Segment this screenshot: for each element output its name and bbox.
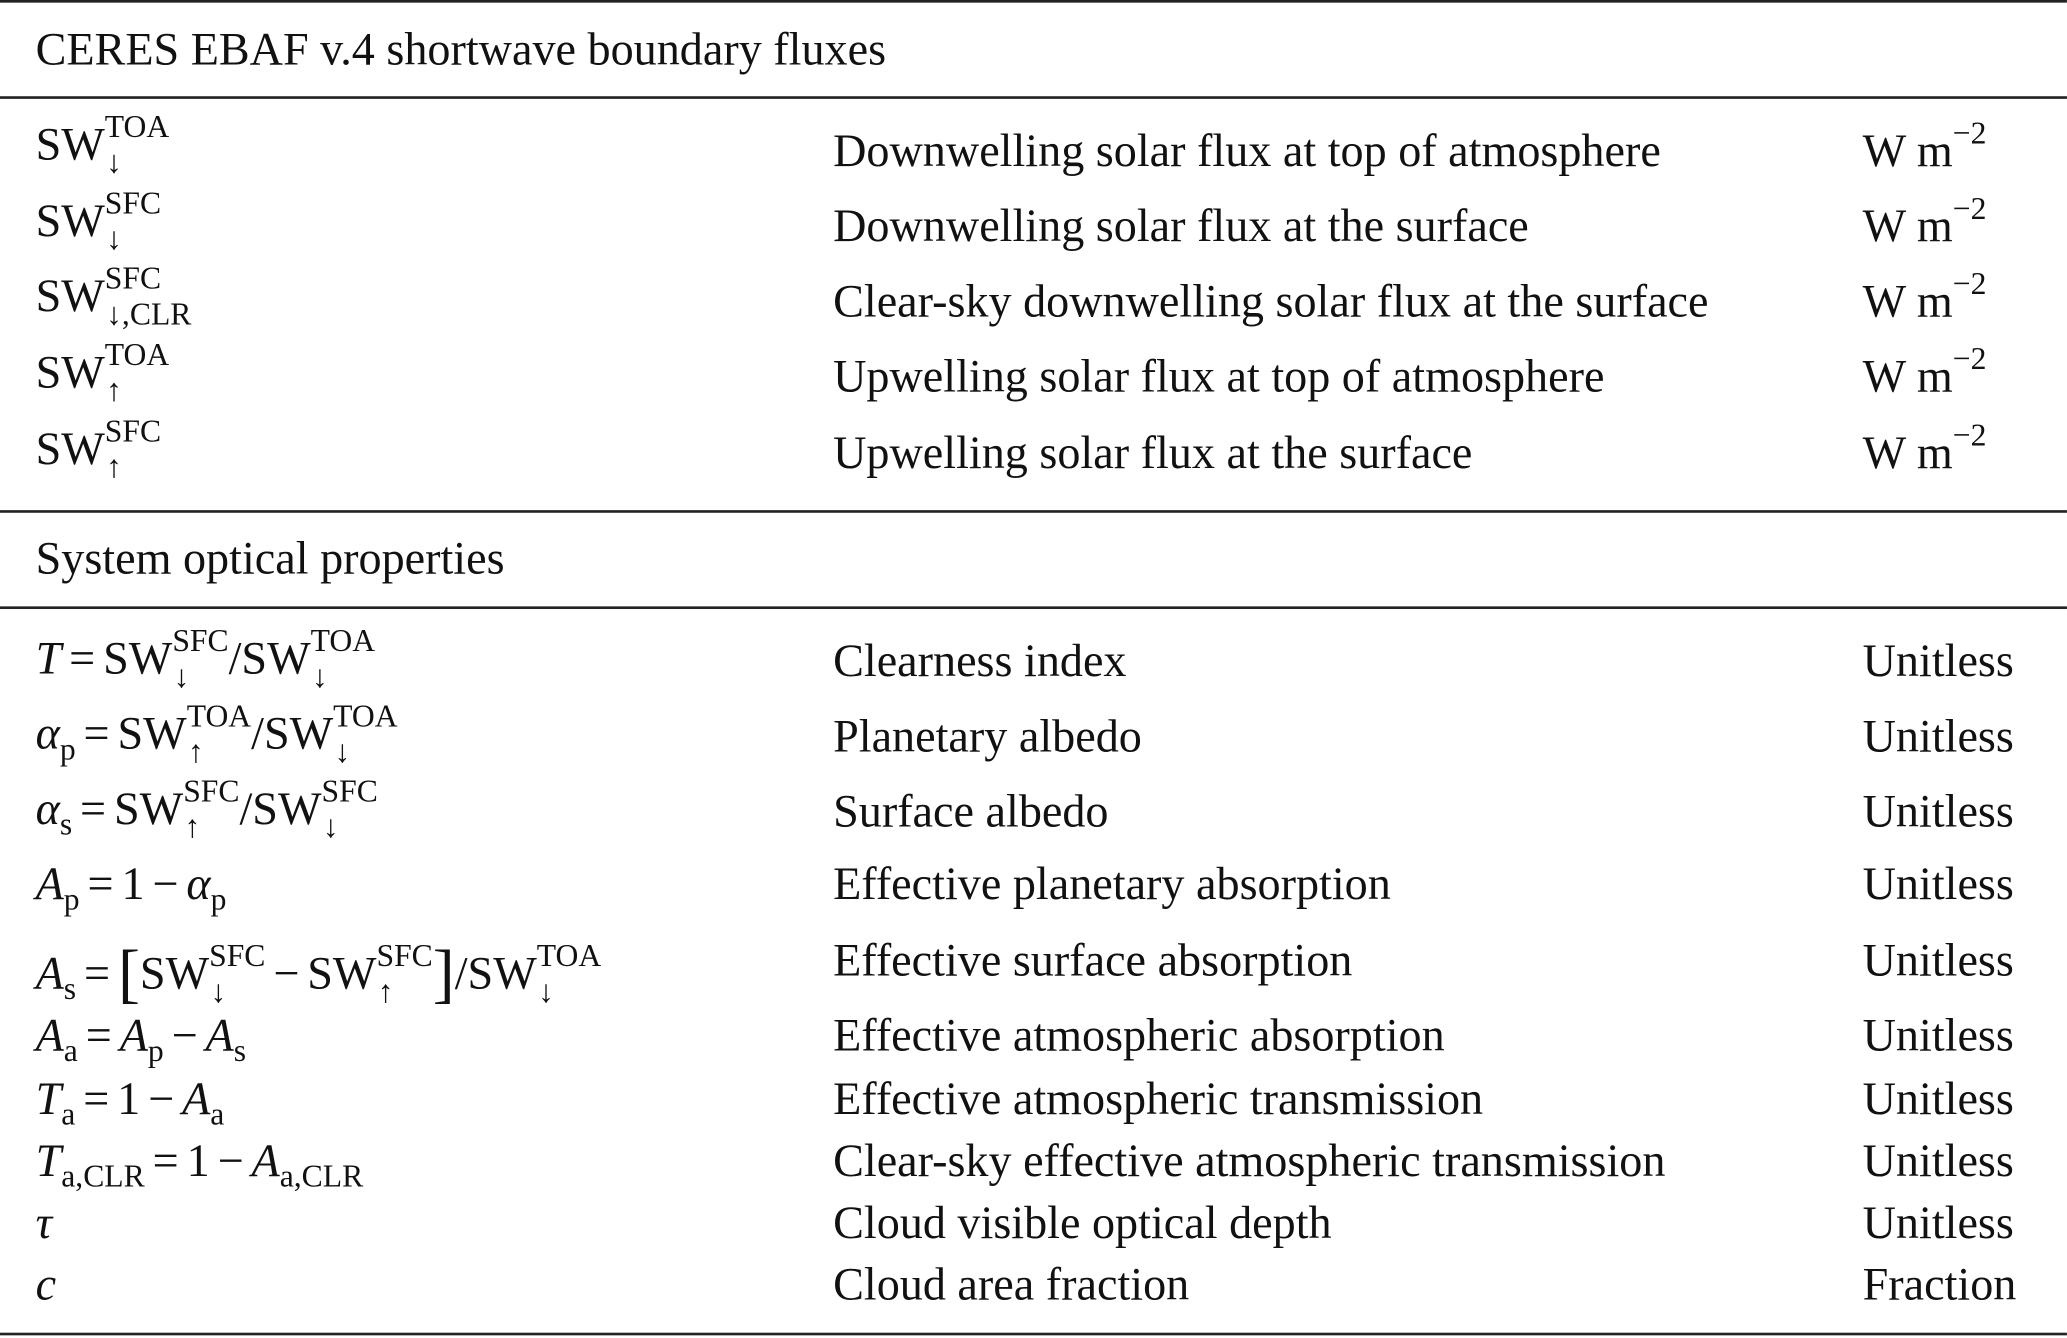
up-arrow-icon: ↑ bbox=[184, 810, 201, 845]
symbol-cell: $A_p = 1 - \alpha_p$ bbox=[35, 858, 227, 918]
unit-cell: Unitless bbox=[1862, 785, 2014, 838]
description-cell: Effective atmospheric absorption bbox=[833, 1009, 1445, 1062]
down-arrow-icon: ↓ bbox=[311, 660, 328, 695]
down-arrow-icon: ↓ bbox=[322, 810, 339, 845]
unit-cell: W $m^{-2}$ bbox=[1862, 342, 1987, 403]
up-arrow-icon: ↑ bbox=[106, 374, 122, 409]
up-arrow-icon: ↑ bbox=[377, 975, 394, 1010]
description-cell: Clear-sky effective atmospheric transmission bbox=[833, 1134, 1666, 1187]
description-cell: Upwelling solar flux at top of atmosphere bbox=[833, 350, 1605, 403]
description-cell: Downwelling solar flux at top of atmosphere bbox=[833, 125, 1661, 177]
table-bottom-rule bbox=[0, 1333, 2067, 1336]
symbol-cell: $T_a = 1 - A_a$ bbox=[35, 1073, 225, 1133]
section-rule bbox=[0, 606, 2067, 609]
description-cell: Clearness index bbox=[833, 635, 1127, 687]
down-arrow-icon: ↓ bbox=[106, 146, 122, 181]
symbol-cell: $\alpha_s = SW^{SFC}$ ↑ $/SW^{SFC}$ ↓ bbox=[35, 775, 378, 845]
down-arrow-icon: ↓ bbox=[538, 975, 554, 1010]
section-title-optical: System optical properties bbox=[35, 532, 505, 584]
table-top-rule bbox=[0, 0, 2067, 3]
symbol-cell: $SW^{SFC}$ ↓,CLR bbox=[35, 262, 192, 333]
symbol-cell: $\alpha_p = SW^{TOA}$ ↑ $/SW^{TOA}$ ↓ bbox=[35, 699, 398, 770]
unit-cell: Unitless bbox=[1862, 635, 2014, 687]
description-cell: Clear-sky downwelling solar flux at the surface bbox=[833, 275, 1709, 327]
symbol-cell: c bbox=[35, 1258, 57, 1311]
unit-cell: Unitless bbox=[1862, 1196, 2014, 1249]
unit-cell: Unitless bbox=[1862, 710, 2014, 762]
symbol-cell: $T = SW^{SFC}$ ↓ $/SW^{TOA}$ ↓ bbox=[35, 624, 376, 695]
unit-cell: W $m^{-2}$ bbox=[1862, 192, 1987, 252]
unit-cell: Fraction bbox=[1862, 1258, 2017, 1311]
down-arrow-icon: ↓ bbox=[106, 222, 122, 258]
description-cell: Effective planetary absorption bbox=[833, 858, 1391, 910]
section-rule bbox=[0, 96, 2067, 99]
unit-cell: Unitless bbox=[1862, 858, 2014, 910]
symbol-cell: $SW^{TOA}$ ↓ bbox=[35, 110, 170, 181]
description-cell: Downwelling solar flux at the surface bbox=[833, 200, 1529, 252]
left-bracket: [ bbox=[117, 935, 140, 1010]
unit-cell: W $m^{-2}$ bbox=[1862, 419, 1987, 479]
unit-cell: Unitless bbox=[1862, 1134, 2014, 1187]
symbol-cell: $SW^{TOA}$ ↑ bbox=[35, 338, 170, 409]
section-rule bbox=[0, 510, 2067, 513]
unit-cell: Unitless bbox=[1862, 1073, 2014, 1125]
symbol-cell: $T_{a,CLR} = 1 - A_{a,CLR}$ bbox=[35, 1134, 364, 1195]
down-arrow-icon: ↓ bbox=[210, 975, 227, 1010]
up-arrow-icon: ↑ bbox=[106, 450, 122, 486]
symbol-cell: $A_s = [SW^{SFC}$ ↓ − $SW^{SFC}$ ↑ ]$/SW^{TOA}$ ↓ bbox=[35, 935, 602, 1010]
section-title-fluxes: CERES EBAF v.4 shortwave boundary fluxes bbox=[35, 23, 887, 76]
description-cell: Cloud area fraction bbox=[833, 1258, 1190, 1311]
down-arrow-icon: ↓ bbox=[173, 660, 190, 695]
description-cell: Cloud visible optical depth bbox=[833, 1196, 1332, 1249]
description-cell: Surface albedo bbox=[833, 785, 1109, 838]
down-arrow-icon: ↓,CLR bbox=[106, 297, 192, 333]
unit-cell: W $m^{-2}$ bbox=[1862, 267, 1987, 327]
symbol-cell: $A_a = A_p - A_s$ bbox=[35, 1009, 247, 1070]
symbol-cell: τ bbox=[35, 1196, 53, 1249]
unit-cell: Unitless bbox=[1862, 934, 2014, 987]
symbol-cell: $SW^{SFC}$ ↓ bbox=[35, 187, 162, 258]
unit-cell: Unitless bbox=[1862, 1009, 2014, 1062]
down-arrow-icon: ↓ bbox=[334, 735, 351, 770]
up-arrow-icon: ↑ bbox=[188, 735, 204, 770]
description-cell: Effective surface absorption bbox=[833, 934, 1353, 987]
description-cell: Upwelling solar flux at the surface bbox=[833, 427, 1473, 479]
description-cell: Effective atmospheric transmission bbox=[833, 1073, 1484, 1125]
symbol-cell: $SW^{SFC}$ ↑ bbox=[35, 415, 162, 486]
right-bracket: ] bbox=[432, 935, 455, 1010]
unit-cell: W $m^{-2}$ bbox=[1862, 117, 1987, 177]
description-cell: Planetary albedo bbox=[833, 710, 1142, 762]
